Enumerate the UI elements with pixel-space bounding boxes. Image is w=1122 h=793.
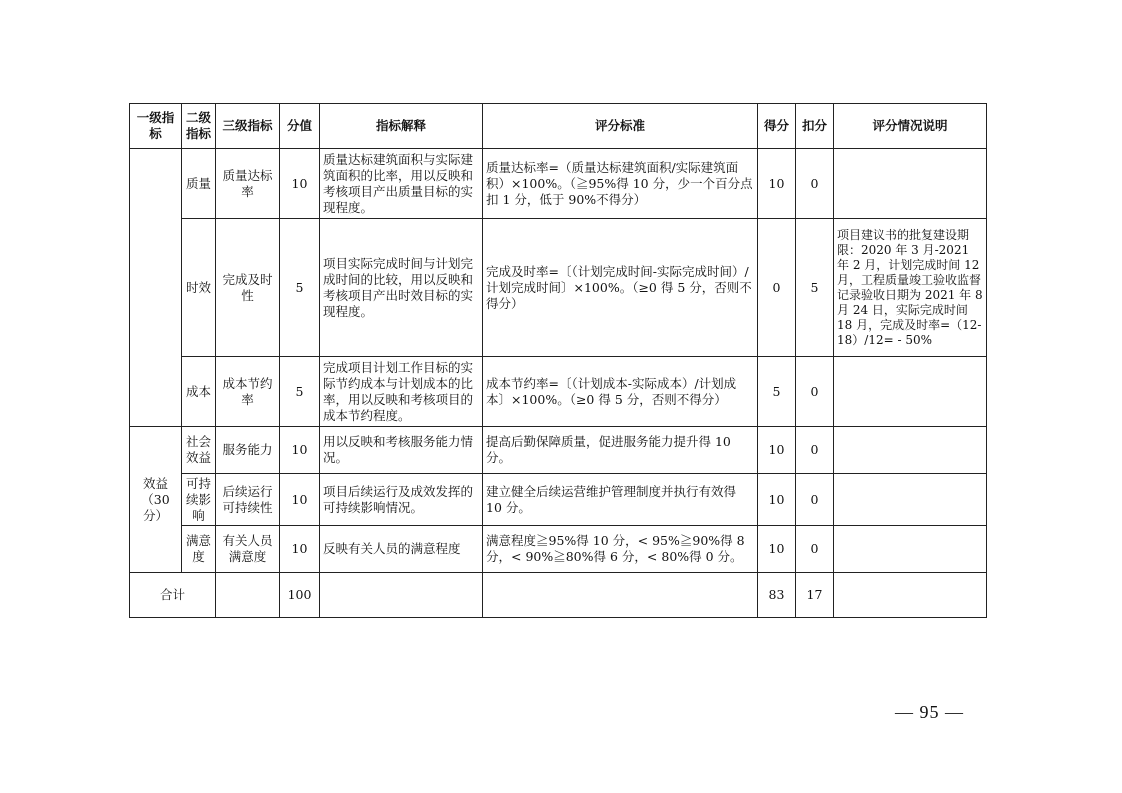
level1-cell-empty xyxy=(130,149,182,427)
deduction-cell: 0 xyxy=(796,427,834,474)
deduction-cell: 5 xyxy=(796,219,834,357)
header-level2: 二级指标 xyxy=(182,104,216,149)
explanation-cell: 完成项目计划工作目标的实际节约成本与计划成本的比率，用以反映和考核项目的成本节约程度。 xyxy=(320,357,483,427)
evaluation-table xyxy=(129,103,987,618)
table-header-row xyxy=(130,104,987,149)
score-value-cell: 10 xyxy=(280,526,320,573)
total-score-value: 100 xyxy=(280,573,320,618)
explanation-cell: 用以反映和考核服务能力情况。 xyxy=(320,427,483,474)
level2-cell: 质量 xyxy=(182,149,216,219)
header-criteria: 评分标准 xyxy=(483,104,758,149)
header-score-value: 分值 xyxy=(280,104,320,149)
score-value-cell: 10 xyxy=(280,474,320,526)
level2-cell: 可持续影响 xyxy=(182,474,216,526)
header-level1: 一级指标 xyxy=(130,104,182,149)
remark-cell xyxy=(834,526,987,573)
level3-cell: 成本节约率 xyxy=(216,357,280,427)
level2-cell: 成本 xyxy=(182,357,216,427)
score-cell: 10 xyxy=(758,149,796,219)
table-row xyxy=(130,219,987,357)
level2-cell: 满意度 xyxy=(182,526,216,573)
total-explanation-empty xyxy=(320,573,483,618)
total-criteria-empty xyxy=(483,573,758,618)
header-deduction: 扣分 xyxy=(796,104,834,149)
table-row xyxy=(130,149,987,219)
table-row xyxy=(130,526,987,573)
criteria-cell: 完成及时率=〔（计划完成时间-实际完成时间）/计划完成时间〕×100%。（≥0 得 5 分，否则不得分） xyxy=(483,219,758,357)
header-explanation: 指标解释 xyxy=(320,104,483,149)
remark-cell: 项目建议书的批复建设期限：2020 年 3 月-2021 年 2 月，计划完成时间 12 月，工程质量竣工验收监督记录验收日期为 2021 年 8 月 24 日，实际完成时间 18 月，完成及时率=（12-18）/12= - 50% xyxy=(834,219,987,357)
level3-cell: 有关人员满意度 xyxy=(216,526,280,573)
level3-cell: 后续运行可持续性 xyxy=(216,474,280,526)
level2-cell: 社会效益 xyxy=(182,427,216,474)
table-row xyxy=(130,474,987,526)
score-value-cell: 5 xyxy=(280,357,320,427)
score-value-cell: 5 xyxy=(280,219,320,357)
deduction-cell: 0 xyxy=(796,357,834,427)
score-value-cell: 10 xyxy=(280,427,320,474)
criteria-cell: 提高后勤保障质量，促进服务能力提升得 10 分。 xyxy=(483,427,758,474)
table-row xyxy=(130,427,987,474)
score-cell: 10 xyxy=(758,427,796,474)
remark-cell xyxy=(834,427,987,474)
explanation-cell: 反映有关人员的满意程度 xyxy=(320,526,483,573)
total-score: 83 xyxy=(758,573,796,618)
total-level3-empty xyxy=(216,573,280,618)
remark-cell xyxy=(834,474,987,526)
remark-cell xyxy=(834,357,987,427)
total-remark-empty xyxy=(834,573,987,618)
header-score: 得分 xyxy=(758,104,796,149)
score-cell: 0 xyxy=(758,219,796,357)
score-value-cell: 10 xyxy=(280,149,320,219)
level3-cell: 质量达标率 xyxy=(216,149,280,219)
criteria-cell: 满意程度≧95%得 10 分，< 95%≧90%得 8 分，< 90%≧80%得 6 分，< 80%得 0 分。 xyxy=(483,526,758,573)
explanation-cell: 项目实际完成时间与计划完成时间的比较，用以反映和考核项目产出时效目标的实现程度。 xyxy=(320,219,483,357)
level1-cell: 效益（30 分） xyxy=(130,427,182,573)
criteria-cell: 成本节约率=〔（计划成本-实际成本）/计划成本〕×100%。（≥0 得 5 分，否则不得分） xyxy=(483,357,758,427)
total-label: 合计 xyxy=(130,573,216,618)
total-deduction: 17 xyxy=(796,573,834,618)
level2-cell: 时效 xyxy=(182,219,216,357)
total-row xyxy=(130,573,987,618)
criteria-cell: 建立健全后续运营维护管理制度并执行有效得 10 分。 xyxy=(483,474,758,526)
table-row xyxy=(130,357,987,427)
score-cell: 10 xyxy=(758,526,796,573)
page-number: — 95 — xyxy=(895,702,964,722)
criteria-cell: 质量达标率=（质量达标建筑面积/实际建筑面积）×100%。（≧95%得 10 分，少一个百分点扣 1 分，低于 90%不得分） xyxy=(483,149,758,219)
level3-cell: 完成及时性 xyxy=(216,219,280,357)
explanation-cell: 质量达标建筑面积与实际建筑面积的比率，用以反映和考核项目产出质量目标的实现程度。 xyxy=(320,149,483,219)
deduction-cell: 0 xyxy=(796,149,834,219)
header-remark: 评分情况说明 xyxy=(834,104,987,149)
deduction-cell: 0 xyxy=(796,526,834,573)
level3-cell: 服务能力 xyxy=(216,427,280,474)
score-cell: 5 xyxy=(758,357,796,427)
score-cell: 10 xyxy=(758,474,796,526)
header-level3: 三级指标 xyxy=(216,104,280,149)
remark-cell xyxy=(834,149,987,219)
explanation-cell: 项目后续运行及成效发挥的可持续影响情况。 xyxy=(320,474,483,526)
deduction-cell: 0 xyxy=(796,474,834,526)
